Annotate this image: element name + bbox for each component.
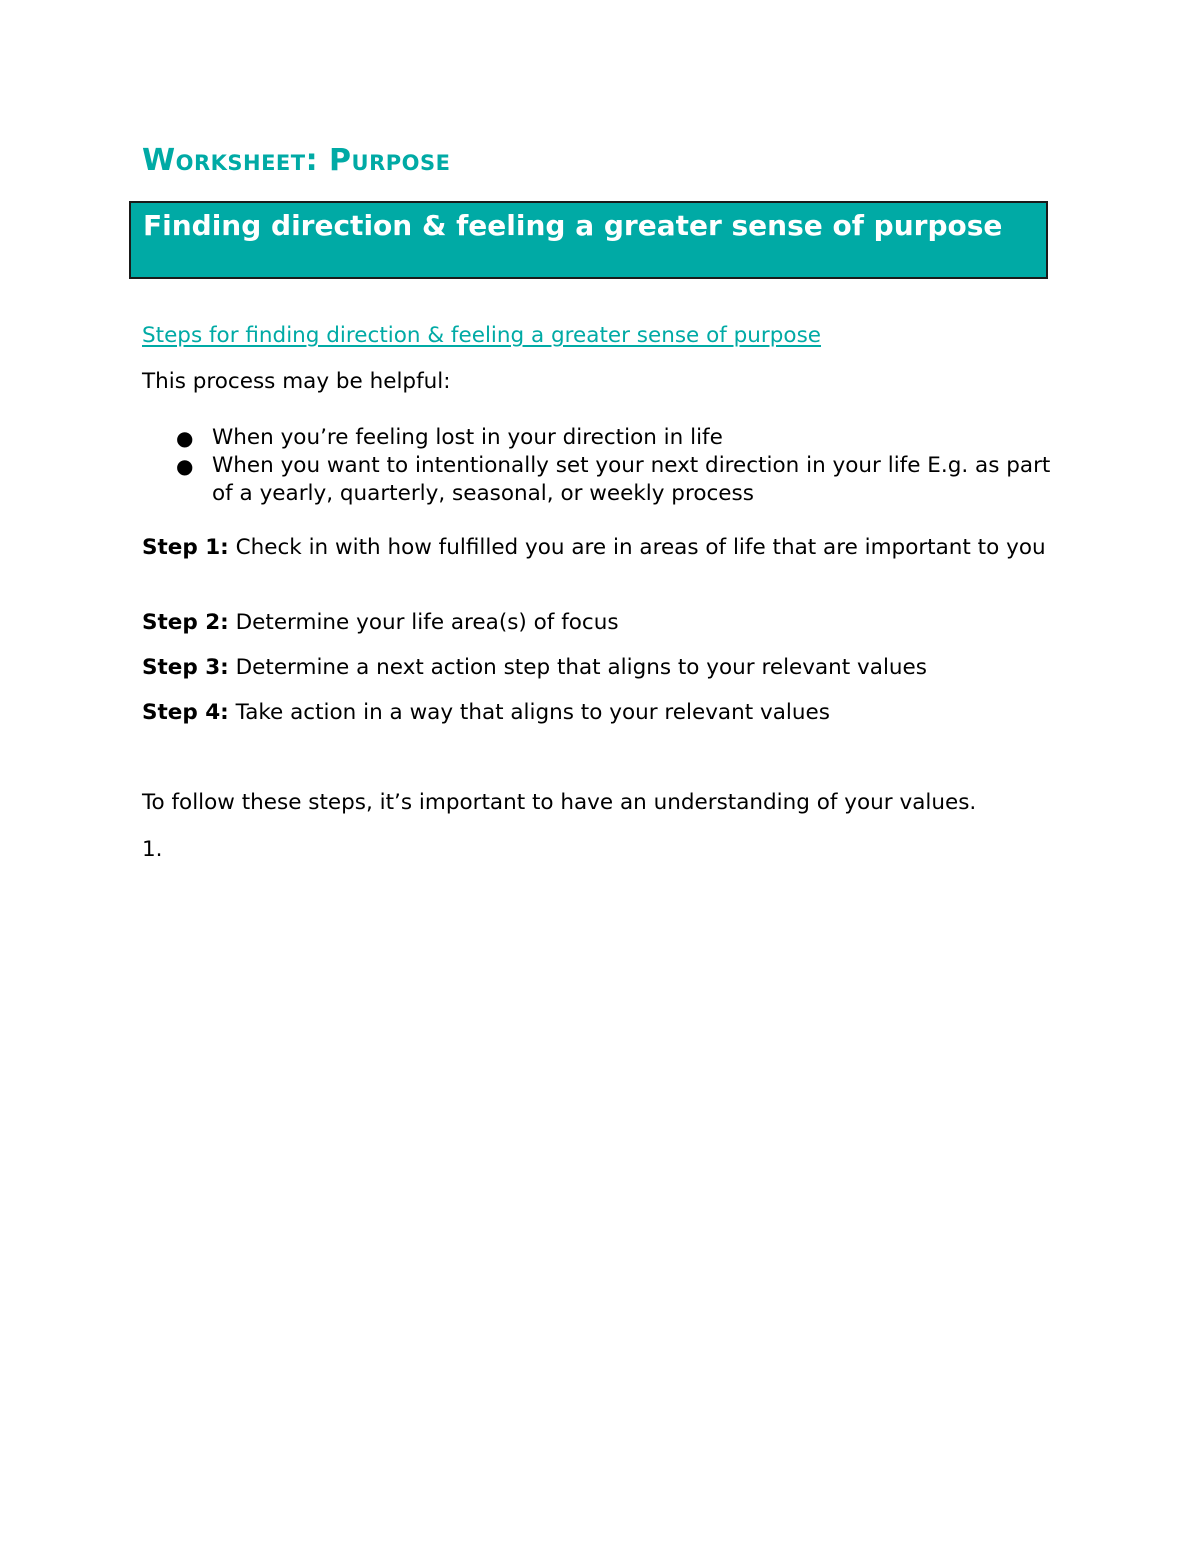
step-2 [142, 608, 1062, 637]
bullet-list [142, 424, 1062, 508]
numbered-list-start: 1. [142, 837, 163, 862]
banner-heading: Finding direction & feeling a greater sense of purpose [143, 209, 1003, 242]
bullet-dot-icon: ● [176, 426, 194, 450]
list-item [142, 424, 1062, 452]
step-text: Take action in a way that aligns to your relevant values [228, 700, 830, 725]
bullet-text: When you’re feeling lost in your direction in life [212, 425, 723, 450]
bullet-dot-icon: ● [176, 454, 194, 478]
step-label: Step 2: [142, 610, 229, 635]
step-label: Step 3: [142, 655, 229, 680]
step-text: Determine a next action step that aligns to your relevant values [228, 655, 927, 680]
closing-text: To follow these steps, it’s important to have an understanding of your values. [142, 790, 977, 815]
step-text: Check in with how fulfilled you are in areas of life that are important to you [228, 535, 1046, 560]
bullet-text: When you want to intentionally set your next direction in your life E.g. as part of a yearly, quarterly, seasonal, or weekly process [212, 453, 1051, 506]
intro-text: This process may be helpful: [142, 369, 451, 394]
step-label: Step 1: [142, 535, 229, 560]
page-title: Worksheet: Purpose [142, 143, 451, 178]
step-label: Step 4: [142, 700, 229, 725]
list-item [142, 452, 1062, 508]
step-1 [142, 533, 1062, 562]
step-4 [142, 698, 1062, 727]
steps-link[interactable]: Steps for finding direction & feeling a greater sense of purpose [142, 323, 821, 348]
step-text: Determine your life area(s) of focus [228, 610, 619, 635]
step-3 [142, 653, 1062, 682]
section-banner [129, 201, 1048, 279]
